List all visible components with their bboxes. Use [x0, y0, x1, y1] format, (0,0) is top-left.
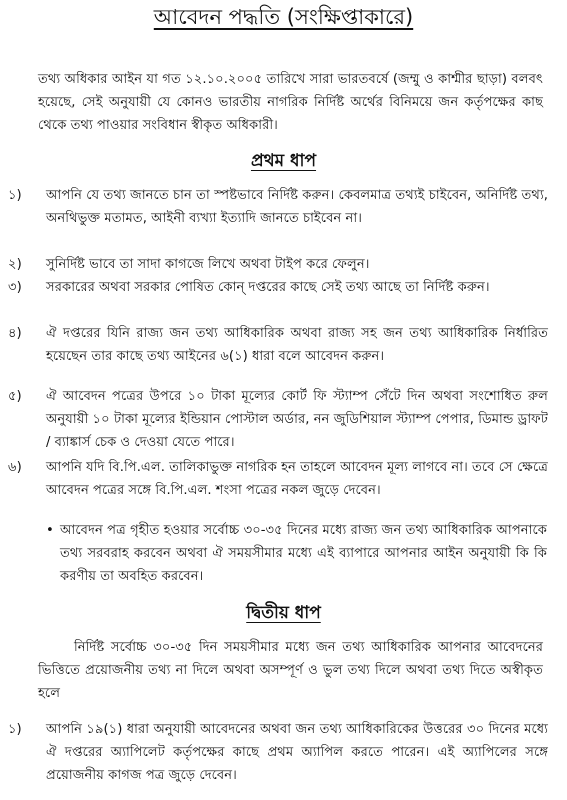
step1-item-3 — [8, 276, 548, 299]
item-text: আপনি ১৯(১) ধারা অনুযায়ী আবেদনের অথবা জন তথ্য আধিকারিকের উত্তরের ৩০ দিনের মধ্যে ঐ দপ্তরের অ্যাপিলেট কর্তৃপক্ষের কাছে প্রথম অ্যাপিল করতে পারেন। এই অ্যাপিলের সঙ্গে প্রয়োজনীয় কাগজ পত্র জুড়ে দেবেন। — [46, 722, 548, 783]
item-number: ৫) — [8, 389, 22, 404]
item-text: আপনি যে তথ্য জানতে চান তা স্পষ্টভাবে নির্দিষ্ট করুন। কেবলমাত্র তথ্যই চাইবেন, অনির্দিষ্ট তথ্য, অনথিভুক্ত মতামত, আইনী ব্যখ্যা ইত্যাদি জানতে চাইবেন না। — [46, 188, 548, 226]
step2-paragraph: নির্দিষ্ট সর্বোচ্চ ৩০-৩৫ দিন সময়সীমার মধ্যে জন তথ্য আধিকারিক আপনার আবেদনের ভিত্তিতে প্রয়োজনীয় তথ্য না দিলে অথবা অসম্পূর্ণ ও ভুল তথ্য দিলে অথবা তথ্য দিতে অস্বীকৃত হলে — [38, 640, 543, 701]
step1-bullet — [46, 519, 547, 588]
item-number: ২) — [8, 257, 22, 272]
step1-item-4 — [8, 322, 548, 368]
step2-item-1 — [8, 718, 548, 787]
bullet-icon: • — [46, 523, 54, 538]
item-number: ১) — [8, 188, 22, 203]
item-text: সুনির্দিষ্ট ভাবে তা সাদা কাগজে লিখে অথবা টাইপ করে ফেলুন। — [46, 257, 370, 272]
step2-heading: দ্বিতীয় ধাপ — [246, 603, 321, 623]
step1-item-1 — [8, 184, 548, 230]
page-title: আবেদন পদ্ধতি (সংক্ষিপ্তাকারে) — [153, 5, 414, 29]
step1-item-2 — [8, 253, 548, 276]
step1-item-6 — [8, 456, 548, 502]
item-number: ৪) — [8, 326, 22, 341]
step1-heading: প্রথম ধাপ — [250, 151, 317, 171]
item-number: ৬) — [8, 460, 22, 475]
bullet-text: আবেদন পত্র গৃহীত হওয়ার সর্বোচ্চ ৩০-৩৫ দিনের মধ্যে রাজ্য জন তথ্য আধিকারিক আপনাকে তথ্য সরবরাহ করবেন অথবা ঐ সময়সীমার মধ্যে এই ব্যাপারে আপনার আইন অনুযায়ী কি কি করণীয় তা অবহিত করবেন। — [60, 523, 547, 584]
step1-item-5 — [8, 385, 548, 454]
item-number: ১) — [8, 722, 22, 737]
item-text: আপনি যদি বি.পি.এল. তালিকাভুক্ত নাগরিক হন তাহলে আবেদন মূল্য লাগবে না। তবে সে ক্ষেত্রে আবেদন পত্রের সঙ্গে বি.পি.এল. শংসা পত্রের নকল জুড়ে দেবেন। — [46, 460, 548, 498]
item-number: ৩) — [8, 280, 22, 295]
item-text: ঐ দপ্তরের যিনি রাজ্য জন তথ্য আধিকারিক অথবা রাজ্য সহ জন তথ্য আধিকারিক নির্ধারিত হয়েছেন তার কাছে তথ্য আইনের ৬(১) ধারা বলে আবেদন করুন। — [46, 326, 548, 364]
intro-paragraph: তথ্য অধিকার আইন যা গত ১২.১০.২০০৫ তারিখে সারা ভারতবর্ষে (জম্মু ও কাশ্মীর ছাড়া) বলবৎ হয়েছে, সেই অনুযায়ী যে কোনও ভারতীয় নাগরিক নির্দিষ্ট অর্থের বিনিময়ে জন কর্তৃপক্ষের কাছ থেকে তথ্য পাওয়ার সংবিধান স্বীকৃত অধিকারী। — [38, 72, 543, 133]
item-text: সরকারের অথবা সরকার পোষিত কোন্ দপ্তরের কাছে সেই তথ্য আছে তা নির্দিষ্ট করুন। — [46, 280, 490, 295]
item-text: ঐ আবেদন পত্রের উপরে ১০ টাকা মূল্যের কোর্ট ফি স্ট্যাম্প সেঁটে দিন অথবা সংশোধিত রুল অনুযায়ী ১০ টাকা মূল্যের ইন্ডিয়ান পোস্টাল অর্ডার, নন জুডিশিয়াল স্ট্যাম্প পেপার, ডিমান্ড ড্রাফট / ব্যাঙ্কার্স চেক ও দেওয়া যেতে পারে। — [46, 389, 548, 450]
